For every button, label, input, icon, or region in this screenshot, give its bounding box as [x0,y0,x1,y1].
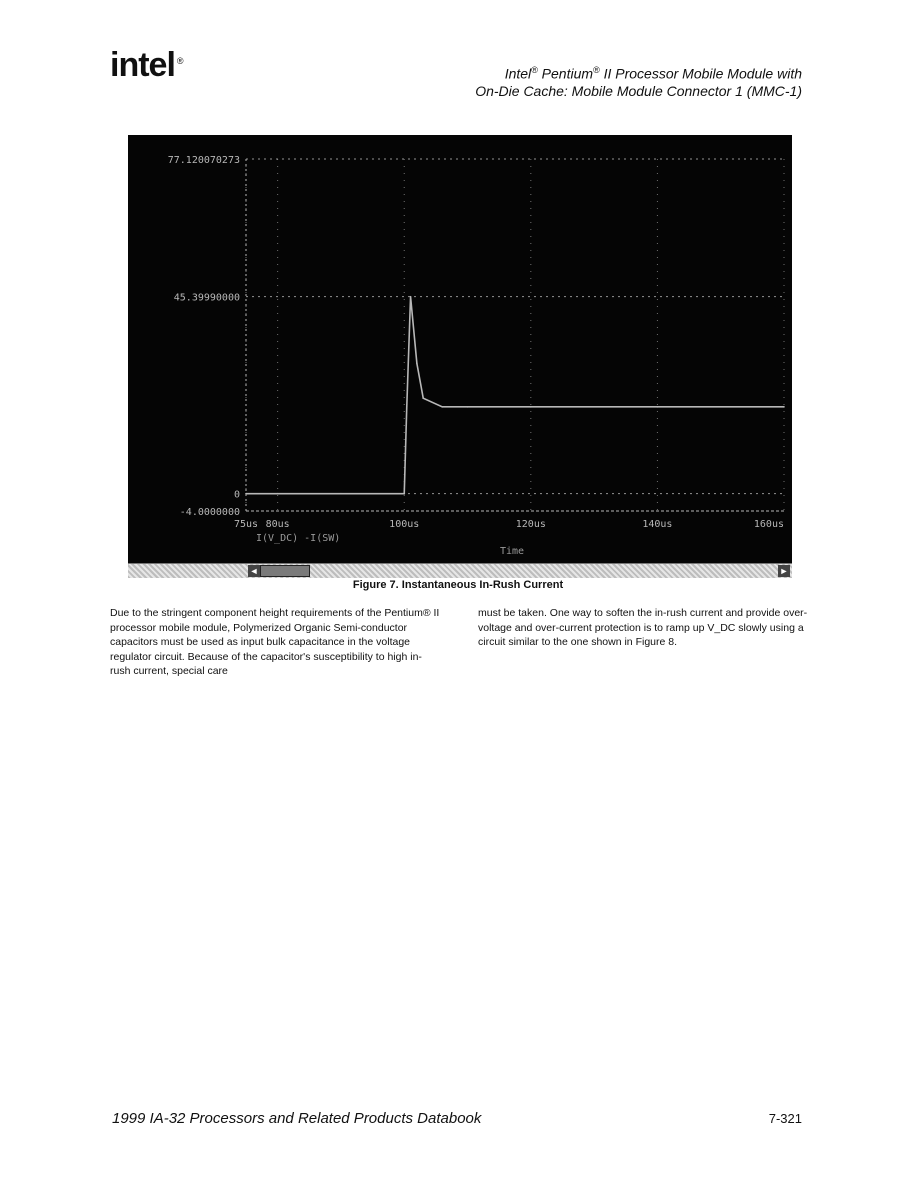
header-line-2: On-Die Cache: Mobile Module Connector 1 (MMC-1) [475,82,802,99]
data-point [406,406,408,408]
x-tick-label: 140us [642,519,673,530]
header-line-1 [382,62,802,83]
intel-logo [110,46,183,85]
trace-label: I(V_DC) -I(SW) [256,533,341,544]
registered-mark: ® [176,55,183,66]
scroll-thumb[interactable] [260,565,310,577]
data-point [277,493,279,495]
series-line [246,297,784,494]
oscilloscope-figure [128,135,792,578]
body-text-left: Due to the stringent component height requirements of the Pentium® II processor mobile module, Polymerized Organic Semi-conductor capacitors must be used as input bulk capacitance in the voltage regulator circuit. Because of the capacitor's susceptibility to high in-rush current, special care [110,607,440,678]
footer-title: 1999 IA-32 Processors and Related Products Databook [112,1110,482,1127]
data-point [410,296,412,298]
x-tick-label: 80us [265,519,290,530]
logo-text: intel [110,46,175,84]
data-point [467,406,469,408]
body-text-right: must be taken. One way to soften the in-rush current and provide over-voltage and over-current protection is to ramp up V_DC slowly using a circuit similar to the one shown in Figure 8. [478,607,808,649]
data-point [657,406,659,408]
y-tick-label: 45.39990000 [173,292,240,304]
data-point [530,406,532,408]
y-tick-label: -4.0000000 [179,507,240,518]
page-number: 7-321 [768,1111,802,1126]
data-point [245,493,247,495]
header-pentium: Pentium [537,65,594,82]
x-tick-label: 120us [515,519,546,530]
data-point [441,406,443,408]
header-reg-1: ® [531,65,538,75]
x-tick-label: 75us [233,519,259,530]
header-reg-2: ® [593,65,600,75]
x-tick-label: 160us [753,519,784,530]
data-point [340,493,342,495]
x-axis-label: Time [500,546,525,557]
page-header [382,62,802,100]
x-tick-label: 100us [389,519,420,530]
header-rest: II Processor Mobile Module with [599,65,802,82]
data-point [416,363,418,365]
header-intel: Intel [504,65,532,82]
data-point [422,397,424,399]
figure-caption: Figure 7. Instantaneous In-Rush Current [352,579,564,591]
y-tick-label: 77.120070273 [167,155,240,166]
scroll-right-icon[interactable]: ► [779,566,789,576]
data-point [403,493,405,495]
horizontal-scrollbar[interactable] [128,563,792,578]
scope-plot [128,135,792,565]
data-point [783,406,785,408]
y-tick-label: 0 [233,489,240,501]
scroll-left-icon[interactable]: ◄ [249,566,259,576]
